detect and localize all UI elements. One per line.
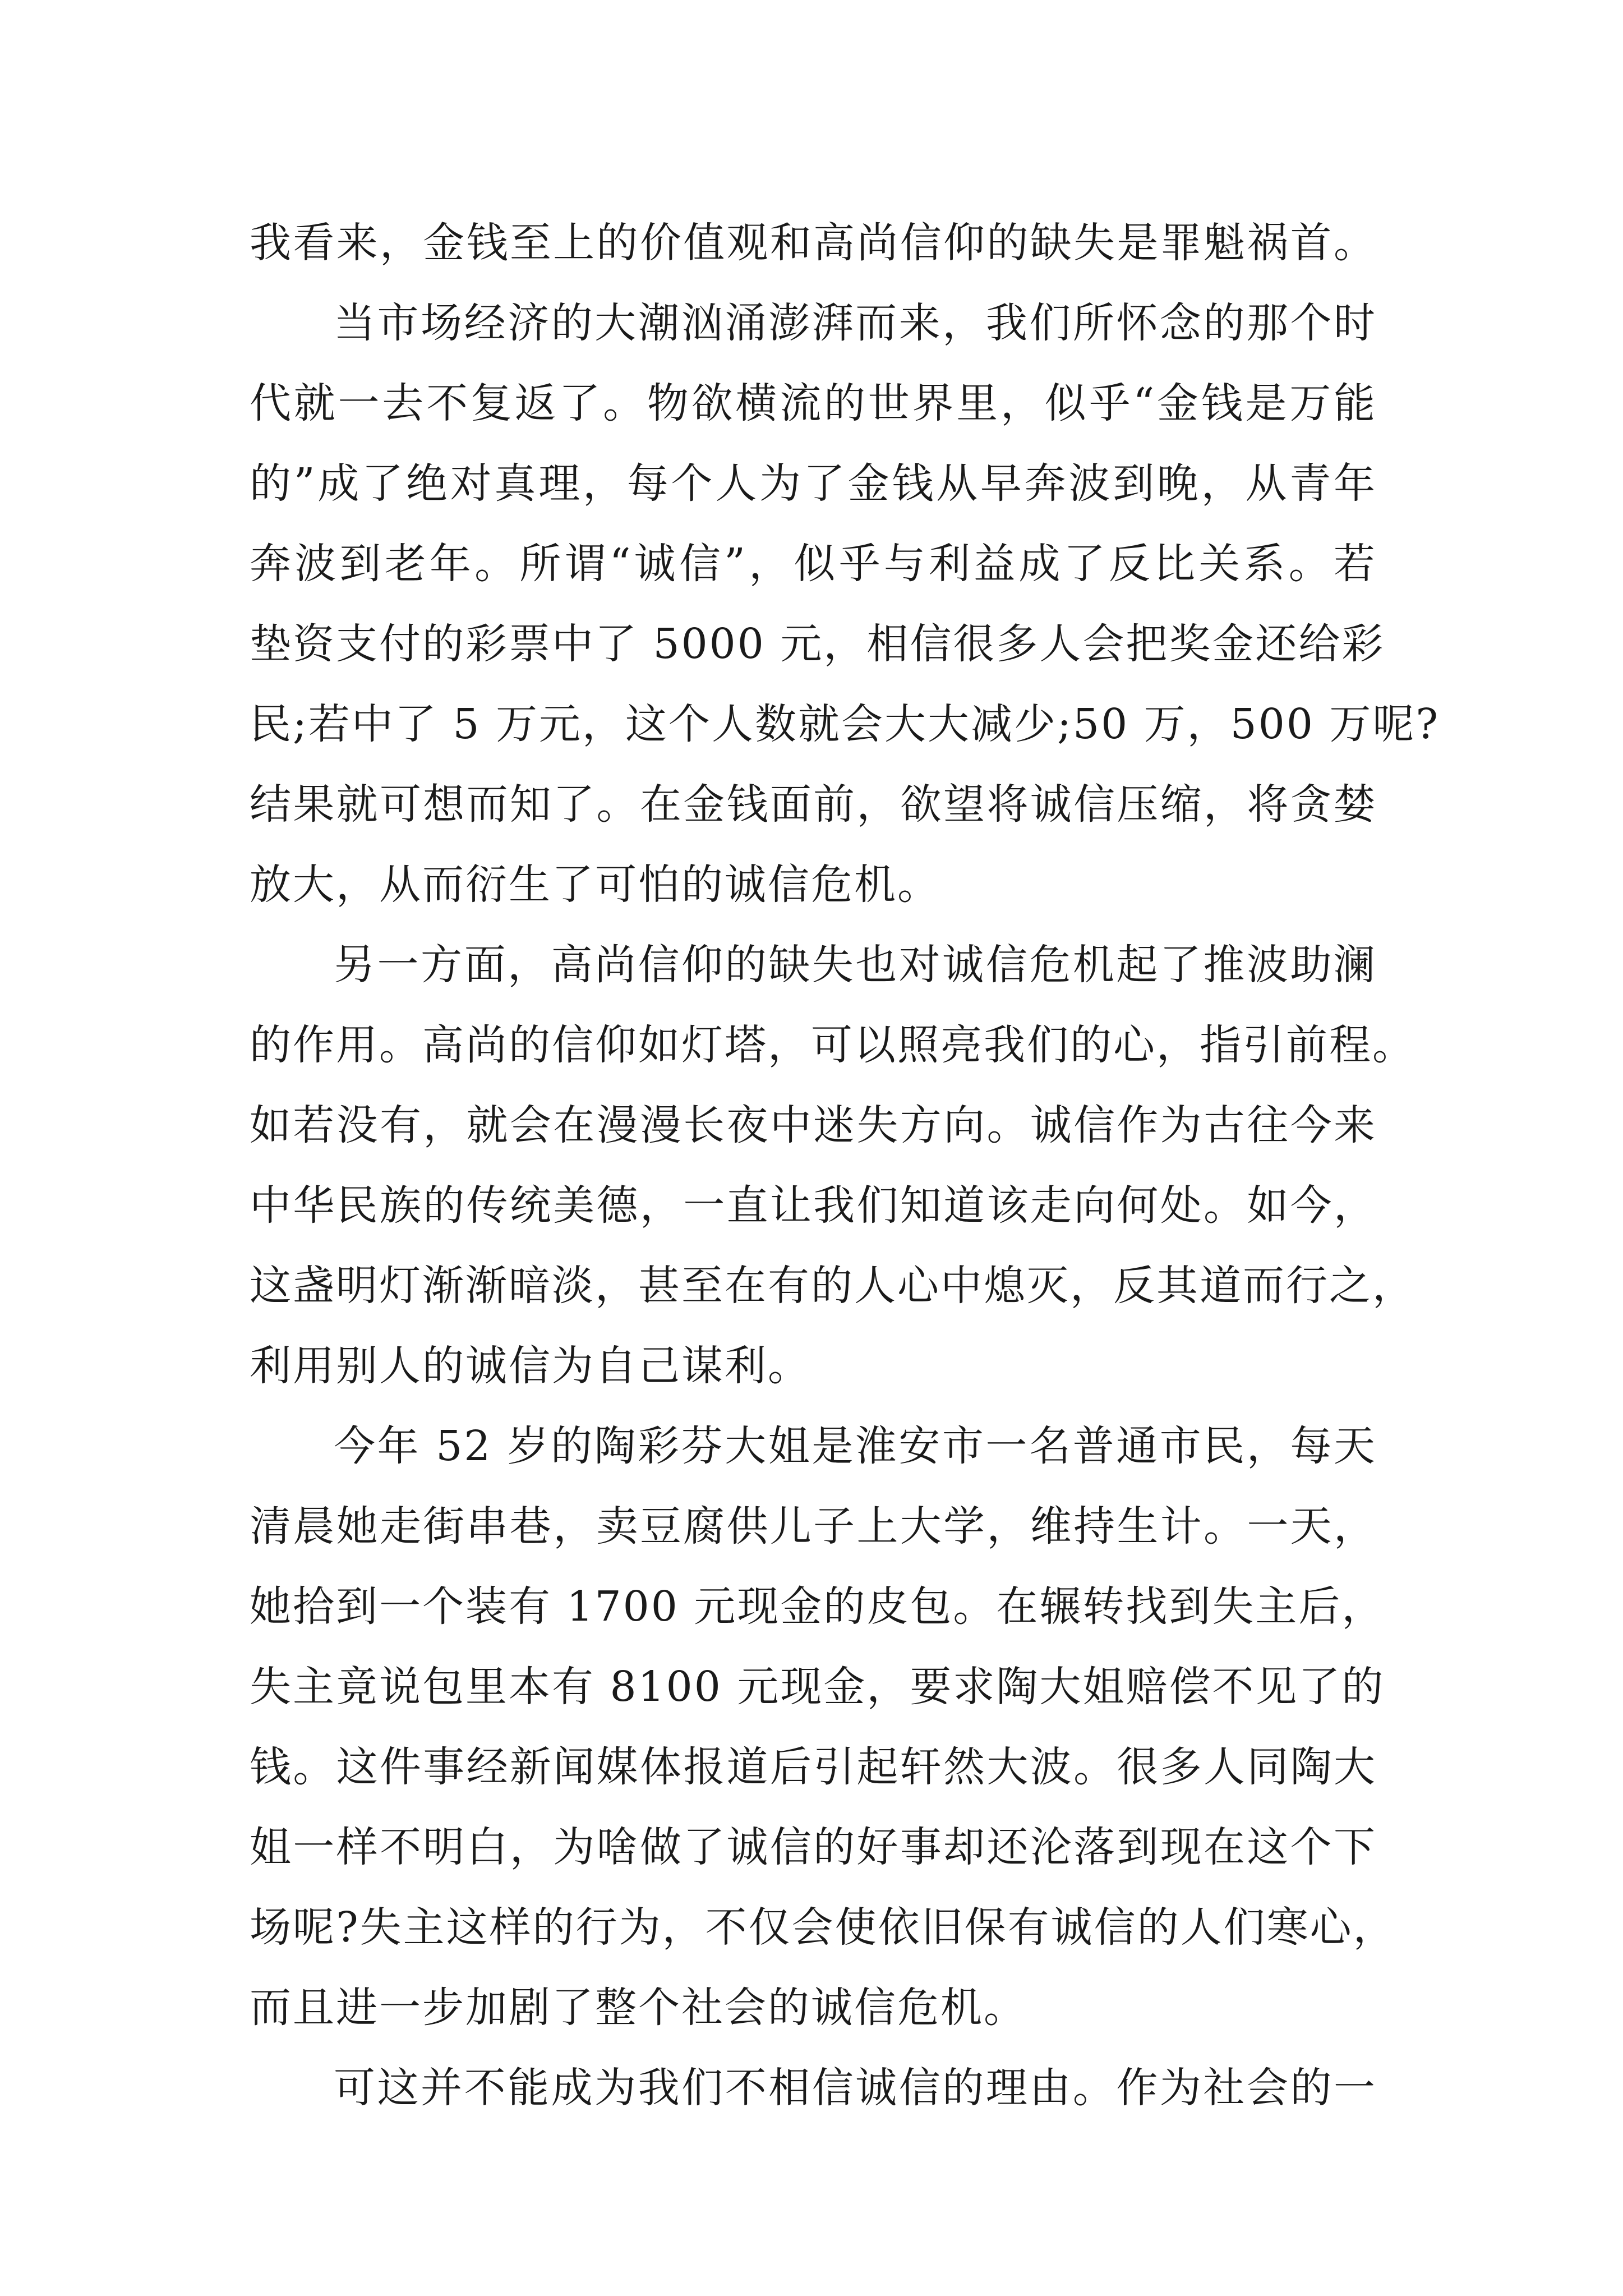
text-line: 今年 52 岁的陶彩芬大姐是淮安市一名普通市民，每天 <box>334 1422 1377 1470</box>
text-line: 当市场经济的大潮汹涌澎湃而来，我们所怀念的那个时 <box>334 299 1377 347</box>
text-line: 的作用。高尚的信仰如灯塔，可以照亮我们的心，指引前程。 <box>250 1021 1415 1069</box>
text-line: 清晨她走街串巷，卖豆腐供儿子上大学，维持生计。一天， <box>250 1502 1377 1550</box>
text-line: 钱。这件事经新闻媒体报道后引起轩然大波。很多人同陶大 <box>250 1743 1377 1791</box>
text-line: 结果就可想而知了。在金钱面前，欲望将诚信压缩，将贪婪 <box>250 780 1377 829</box>
text-line: 场呢?失主这样的行为，不仅会使依旧保有诚信的人们寒心， <box>250 1903 1396 1952</box>
body-text <box>250 203 1440 2128</box>
text-line: 奔波到老年。所谓“诚信”，似乎与利益成了反比关系。若 <box>250 540 1377 588</box>
text-line: 利用别人的诚信为自己谋利。 <box>250 1342 811 1390</box>
text-line: 代就一去不复返了。物欲横流的世界里，似乎“金钱是万能 <box>250 379 1377 427</box>
text-line: 她拾到一个装有 1700 元现金的皮包。在辗转找到失主后， <box>250 1582 1385 1631</box>
text-line: 姐一样不明白，为啥做了诚信的好事却还沦落到现在这个下 <box>250 1823 1377 1871</box>
text-line: 可这并不能成为我们不相信诚信的理由。作为社会的一 <box>334 2064 1377 2112</box>
text-line: 我看来，金钱至上的价值观和高尚信仰的缺失是罪魁祸首。 <box>250 219 1377 267</box>
text-line: 如若没有，就会在漫漫长夜中迷失方向。诚信作为古往今来 <box>250 1101 1377 1149</box>
text-line: 而且进一步加剧了整个社会的诚信危机。 <box>250 1984 1027 2032</box>
text-line: 放大，从而衍生了可怕的诚信危机。 <box>250 861 940 909</box>
text-line: 另一方面，高尚信仰的缺失也对诚信危机起了推波助澜 <box>334 941 1377 989</box>
text-line: 垫资支付的彩票中了 5000 元，相信很多人会把奖金还给彩 <box>250 620 1385 668</box>
text-line: 这盏明灯渐渐暗淡，甚至在有的人心中熄灭，反其道而行之， <box>250 1262 1415 1310</box>
text-line: 失主竟说包里本有 8100 元现金，要求陶大姐赔偿不见了的 <box>250 1663 1385 1711</box>
text-line: 的”成了绝对真理，每个人为了金钱从早奔波到晚，从青年 <box>250 459 1377 508</box>
text-line: 中华民族的传统美德，一直让我们知道该走向何处。如今， <box>250 1181 1377 1230</box>
text-line: 民;若中了 5 万元，这个人数就会大大减少;50 万，500 万呢? <box>250 700 1440 748</box>
